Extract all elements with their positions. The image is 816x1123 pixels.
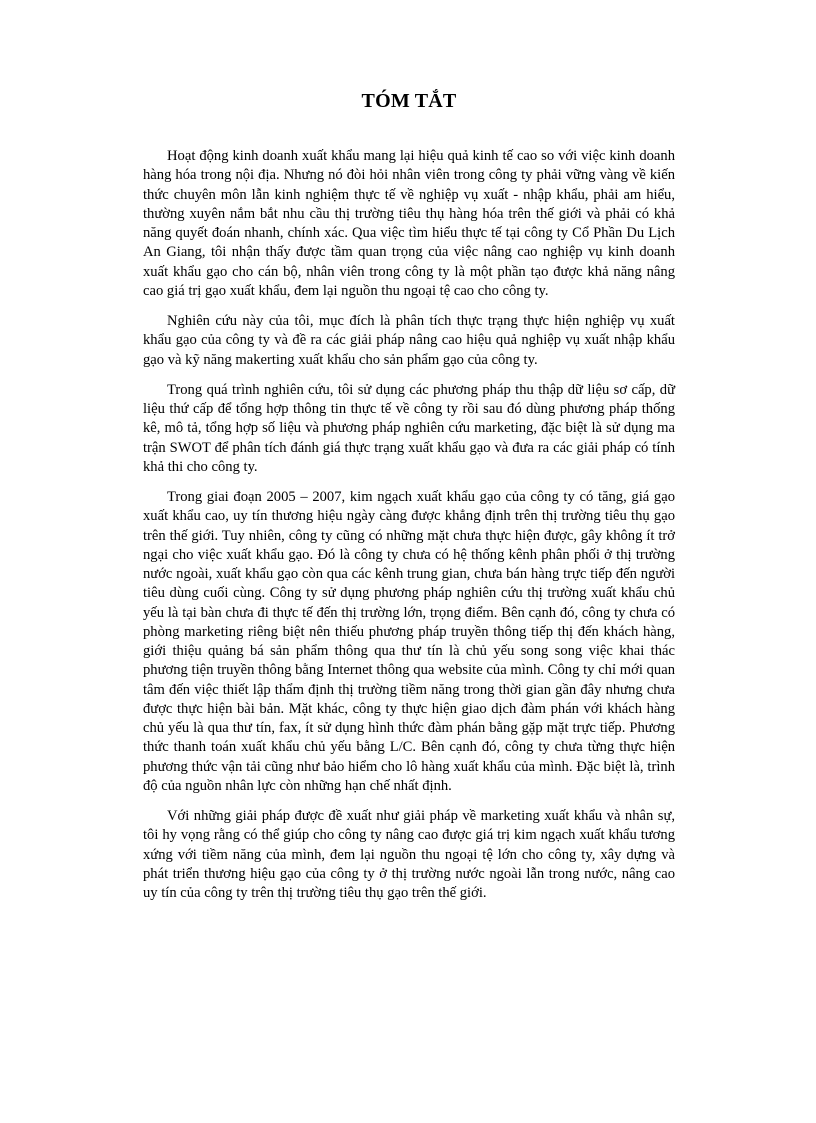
paragraph-intro: Hoạt động kinh doanh xuất khẩu mang lại hiệu quả kinh tế cao so với việc kinh doanh hàng hóa trong nội địa. Nhưng nó đòi hỏi nhân viên trong công ty phải vững vàng về kiến thức chuyên môn lẫn kinh nghiệm thực tế về nghiệp vụ xuất - nhập khẩu, phải am hiểu, thường xuyên nắm bắt nhu cầu thị trường tiêu thụ hàng hóa trên thế giới và phải có khả năng quyết đoán nhanh, chính xác. Qua việc tìm hiểu thực tế tại công ty Cổ Phần Du Lịch An Giang, tôi nhận thấy được tầm quan trọng của việc nâng cao nghiệp vụ kinh doanh xuất khẩu gạo cho cán bộ, nhân viên trong công ty là một phần tạo được khả năng nâng cao giá trị gạo xuất khẩu, đem lại nguồn thu ngoại tệ cao cho công ty. (143, 148, 675, 299)
paragraph-objective: Nghiên cứu này của tôi, mục đích là phân tích thực trạng thực hiện nghiệp vụ xuất khẩu gạo của công ty và đề ra các giải pháp nâng cao hiệu quả nghiệp vụ xuất nhập khẩu gạo và kỹ năng makerting xuất khẩu cho sản phẩm gạo của công ty. (143, 313, 675, 368)
document-title: TÓM TẮT (361, 90, 457, 112)
document-body (143, 147, 675, 914)
paragraph-methods: Trong quá trình nghiên cứu, tôi sử dụng các phương pháp thu thập dữ liệu sơ cấp, dữ liệu thứ cấp để tổng hợp thông tin thực tế về công ty rồi sau đó dùng phương pháp thống kê, mô tả, tổng hợp số liệu và phương pháp nghiên cứu marketing, đặc biệt là sử dụng ma trận SWOT để phân tích đánh giá thực trạng xuất khẩu gạo và đưa ra các giải pháp có tính khả thi cho công ty. (143, 381, 675, 475)
paragraph-conclusion: Với những giải pháp được đề xuất như giải pháp về marketing xuất khẩu và nhân sự, tôi hy vọng rằng có thể giúp cho công ty nâng cao được giá trị kim ngạch xuất khẩu tương xứng với tiềm năng của mình, đem lại nguồn thu ngoại tệ lớn cho công ty, xây dựng và phát triển thương hiệu gạo của công ty ở thị trường nước ngoài lẫn trong nước, nâng cao uy tín của công ty trên thị trường tiêu thụ gạo trên thế giới. (143, 808, 675, 901)
paragraph-findings: Trong giai đoạn 2005 – 2007, kim ngạch xuất khẩu gạo của công ty có tăng, giá gạo xuất khẩu cao, uy tín thương hiệu ngày càng được khẳng định trên thị trường tiêu thụ gạo trên thế giới. Tuy nhiên, công ty cũng có những mặt chưa thực hiện được, gây không ít trở ngại cho việc xuất khẩu gạo. Đó là công ty chưa có hệ thống kênh phân phối ở thị trường nước ngoài, xuất khẩu gạo còn qua các kênh trung gian, chưa bán hàng trực tiếp đến người tiêu dùng cuối cùng. Công ty sử dụng phương pháp nghiên cứu thị trường xuất khẩu chủ yếu là tại bàn chưa đi thực tế đến thị trường lớn, trọng điểm. Bên cạnh đó, công ty chưa có phòng marketing riêng biệt nên thiếu phương pháp truyền thông tiếp thị đến khách hàng, giới thiệu quảng bá sản phẩm thông qua thư tín là chủ yếu song song việc khai thác phương tiện truyền thông bằng Internet thông qua website của mình. Công ty chỉ mới quan tâm đến việc thiết lập thẩm định thị trường tiềm năng trong thời gian gần đây nhưng chưa được thực hiện bài bản. Mặt khác, công ty thực hiện giao dịch đàm phán với khách hàng chủ yếu là qua thư tín, fax, ít sử dụng hình thức đàm phán bằng gặp mặt trực tiếp. Phương thức thanh toán xuất khẩu chủ yếu bằng L/C. Bên cạnh đó, công ty chưa từng thực hiện phương thức vận tải cũng như bảo hiểm cho lô hàng xuất khẩu của mình. Đặc biệt là, trình độ của nguồn nhân lực còn những hạn chế nhất định. (143, 489, 675, 794)
